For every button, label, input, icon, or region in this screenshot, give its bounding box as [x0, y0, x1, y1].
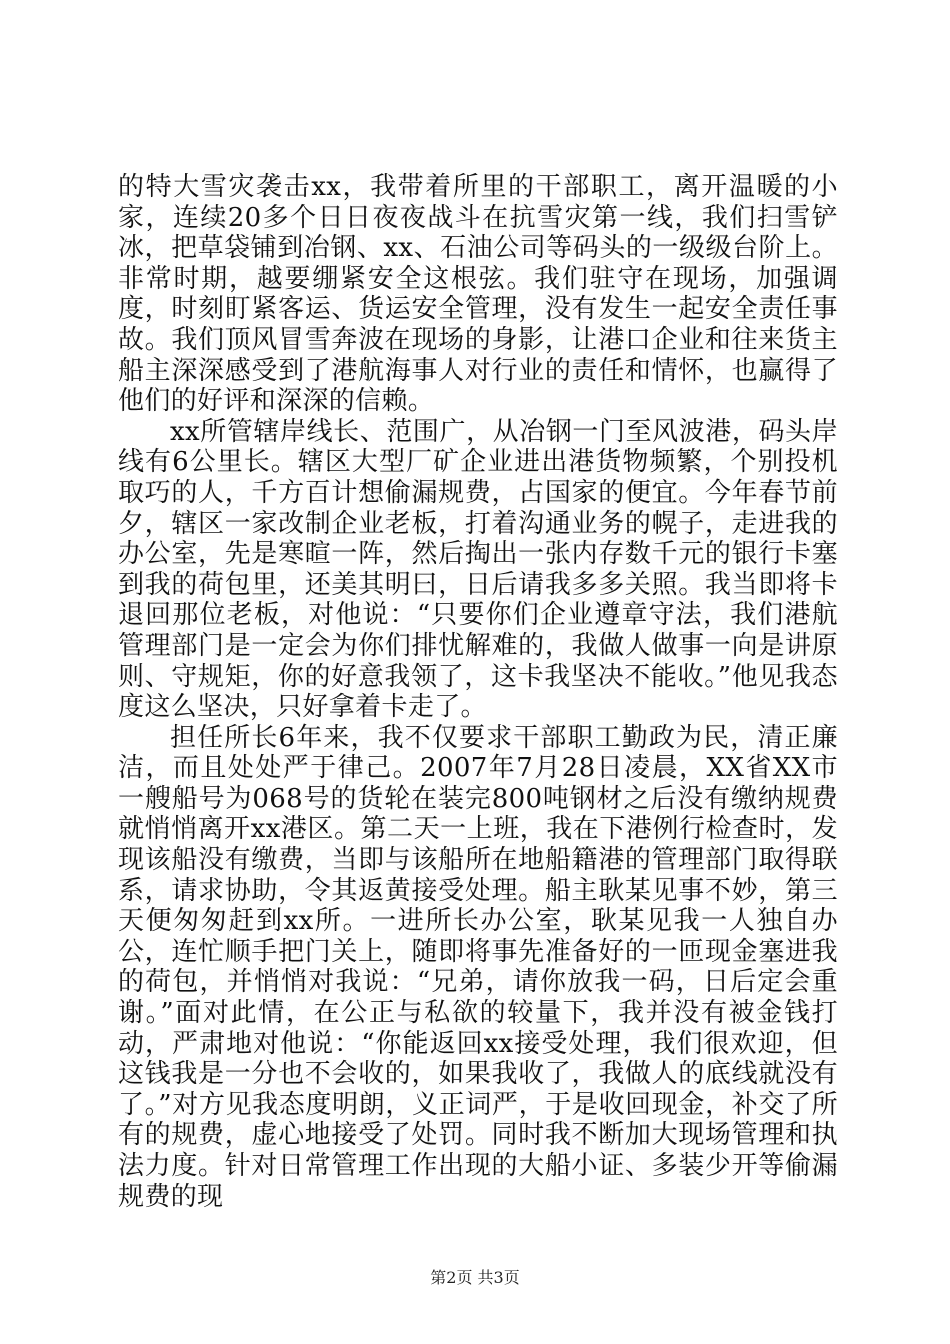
paragraph-3: 担任所长6年来，我不仅要求干部职工勤政为民，清正廉洁，而且处处严于律己。2007年7月28日凌晨，XX省XX市一艘船号为068号的货轮在装完800吨钢材之后没有缴纳规费就悄悄离开xx港区。第二天一上班，我在下港例行检查时，发现该船没有缴费，当即与该船所在地船籍港的管理部门取得联系，请求协助，令其返黄接受处理。船主耿某见事不妙，第三天便匆匆赶到xx所。一进所长办公室，耿某见我一人独自办公，连忙顺手把门关上，随即将事先准备好的一匝现金塞进我的荷包，并悄悄对我说：“兄弟，请你放我一码，日后定会重谢。”面对此情，在公正与私欲的较量下，我并没有被金钱打动，严肃地对他说：“你能返回xx接受处理，我们很欢迎，但这钱我是一分也不会收的，如果我收了，我做人的底线就没有了。”对方见我态度明朗，义正词严，于是收回现金，补交了所有的规费，虚心地接受了处罚。同时我不断加大现场管理和执法力度。针对日常管理工作出现的大船小证、多装少开等偷漏规费的现 [118, 722, 838, 1212]
paragraph-2: xx所管辖岸线长、范围广，从冶钢一门至风波港，码头岸线有6公里长。辖区大型厂矿企业进出港货物频繁，个别投机取巧的人，千方百计想偷漏规费，占国家的便宜。今年春节前夕，辖区一家改制企业老板，打着沟通业务的幌子，走进我的办公室，先是寒暄一阵，然后掏出一张内存数千元的银行卡塞到我的荷包里，还美其明曰，日后请我多多关照。我当即将卡退回那位老板，对他说：“只要你们企业遵章守法，我们港航管理部门是一定会为你们排忧解难的，我做人做事一向是讲原则、守规矩，你的好意我领了，这卡我坚决不能收。”他见我态度这么坚决，只好拿着卡走了。 [118, 416, 838, 723]
body-text [118, 172, 838, 1212]
paragraph-1: 的特大雪灾袭击xx，我带着所里的干部职工，离开温暖的小家，连续20多个日日夜夜战斗在抗雪灾第一线，我们扫雪铲冰，把草袋铺到冶钢、xx、石油公司等码头的一级级台阶上。非常时期，越要绷紧安全这根弦。我们驻守在现场，加强调度，时刻盯紧客运、货运安全管理，没有发生一起安全责任事故。我们顶风冒雪奔波在现场的身影，让港口企业和往来货主船主深深感受到了港航海事人对行业的责任和情怀，也赢得了他们的好评和深深的信赖。 [118, 172, 838, 417]
page-footer [0, 1265, 950, 1288]
page-number-label: 第2页 共3页 [430, 1268, 520, 1287]
